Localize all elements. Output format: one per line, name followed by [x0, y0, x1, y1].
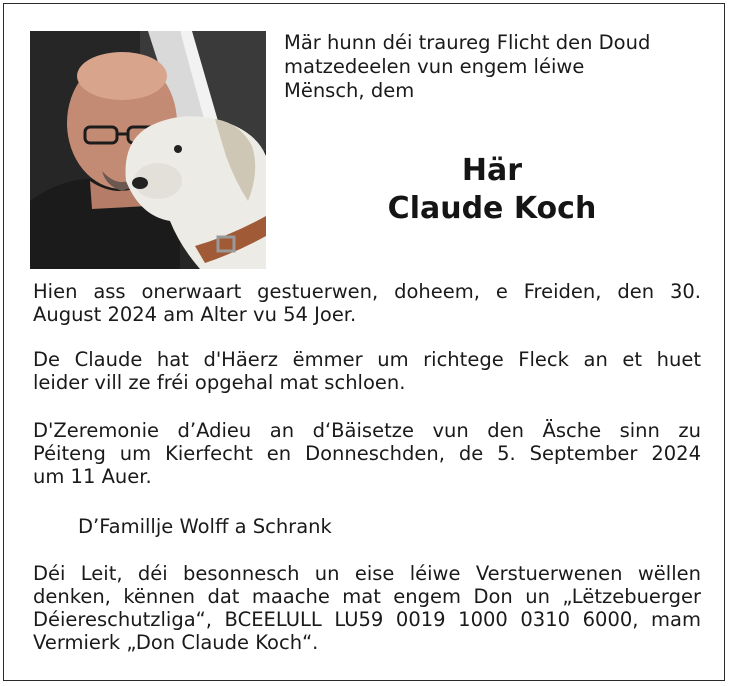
paragraph-line: Hien ass onerwaart gestuerwen, doheem, e Freiden, den 30. — [33, 280, 701, 303]
paragraph-line: D'Zeremonie d’Adieu an d‘Bäisetze vun den Äsche sinn zu — [33, 419, 701, 442]
donation-paragraph — [33, 562, 701, 654]
paragraph-line: August 2024 am Alter vu 54 Joer. — [33, 303, 357, 326]
heart-paragraph — [33, 348, 701, 394]
intro-line: Mënsch, dem — [284, 79, 415, 102]
ceremony-paragraph — [33, 419, 701, 488]
paragraph-line: leider vill ze fréi opgehal mat schloen. — [33, 371, 406, 394]
paragraph-line: Déiereschutzliga“, BCEELULL LU59 0019 1000 0310 6000, mam — [33, 608, 701, 631]
paragraph-line: De Claude hat d'Häerz ëmmer um richtege Fleck an et huet — [33, 348, 701, 371]
deceased-name — [284, 152, 700, 228]
full-name: Claude Koch — [387, 191, 597, 226]
paragraph-line: denken, kënnen dat maache mat engem Don un „Lëtzebuerger — [33, 585, 701, 608]
portrait-photo-icon — [30, 31, 266, 269]
intro-text — [284, 31, 704, 103]
portrait-photo — [30, 31, 266, 269]
paragraph-line: um 11 Auer. — [33, 465, 152, 488]
intro-line: matzedeelen vun engem léiwe — [284, 55, 585, 78]
paragraph-line: Vermierk „Don Claude Koch“. — [33, 631, 319, 654]
intro-line: Mär hunn déi traureg Flicht den Doud — [284, 31, 651, 54]
salutation: Här — [461, 153, 523, 188]
family-signature: D’Famillje Wolff a Schrank — [78, 515, 332, 538]
death-notice-paragraph — [33, 280, 701, 326]
paragraph-line: Péiteng um Kierfecht en Donneschden, de 5. September 2024 — [33, 442, 701, 465]
paragraph-line: Déi Leit, déi besonnesch un eise léiwe Verstuerwenen wëllen — [33, 562, 701, 585]
